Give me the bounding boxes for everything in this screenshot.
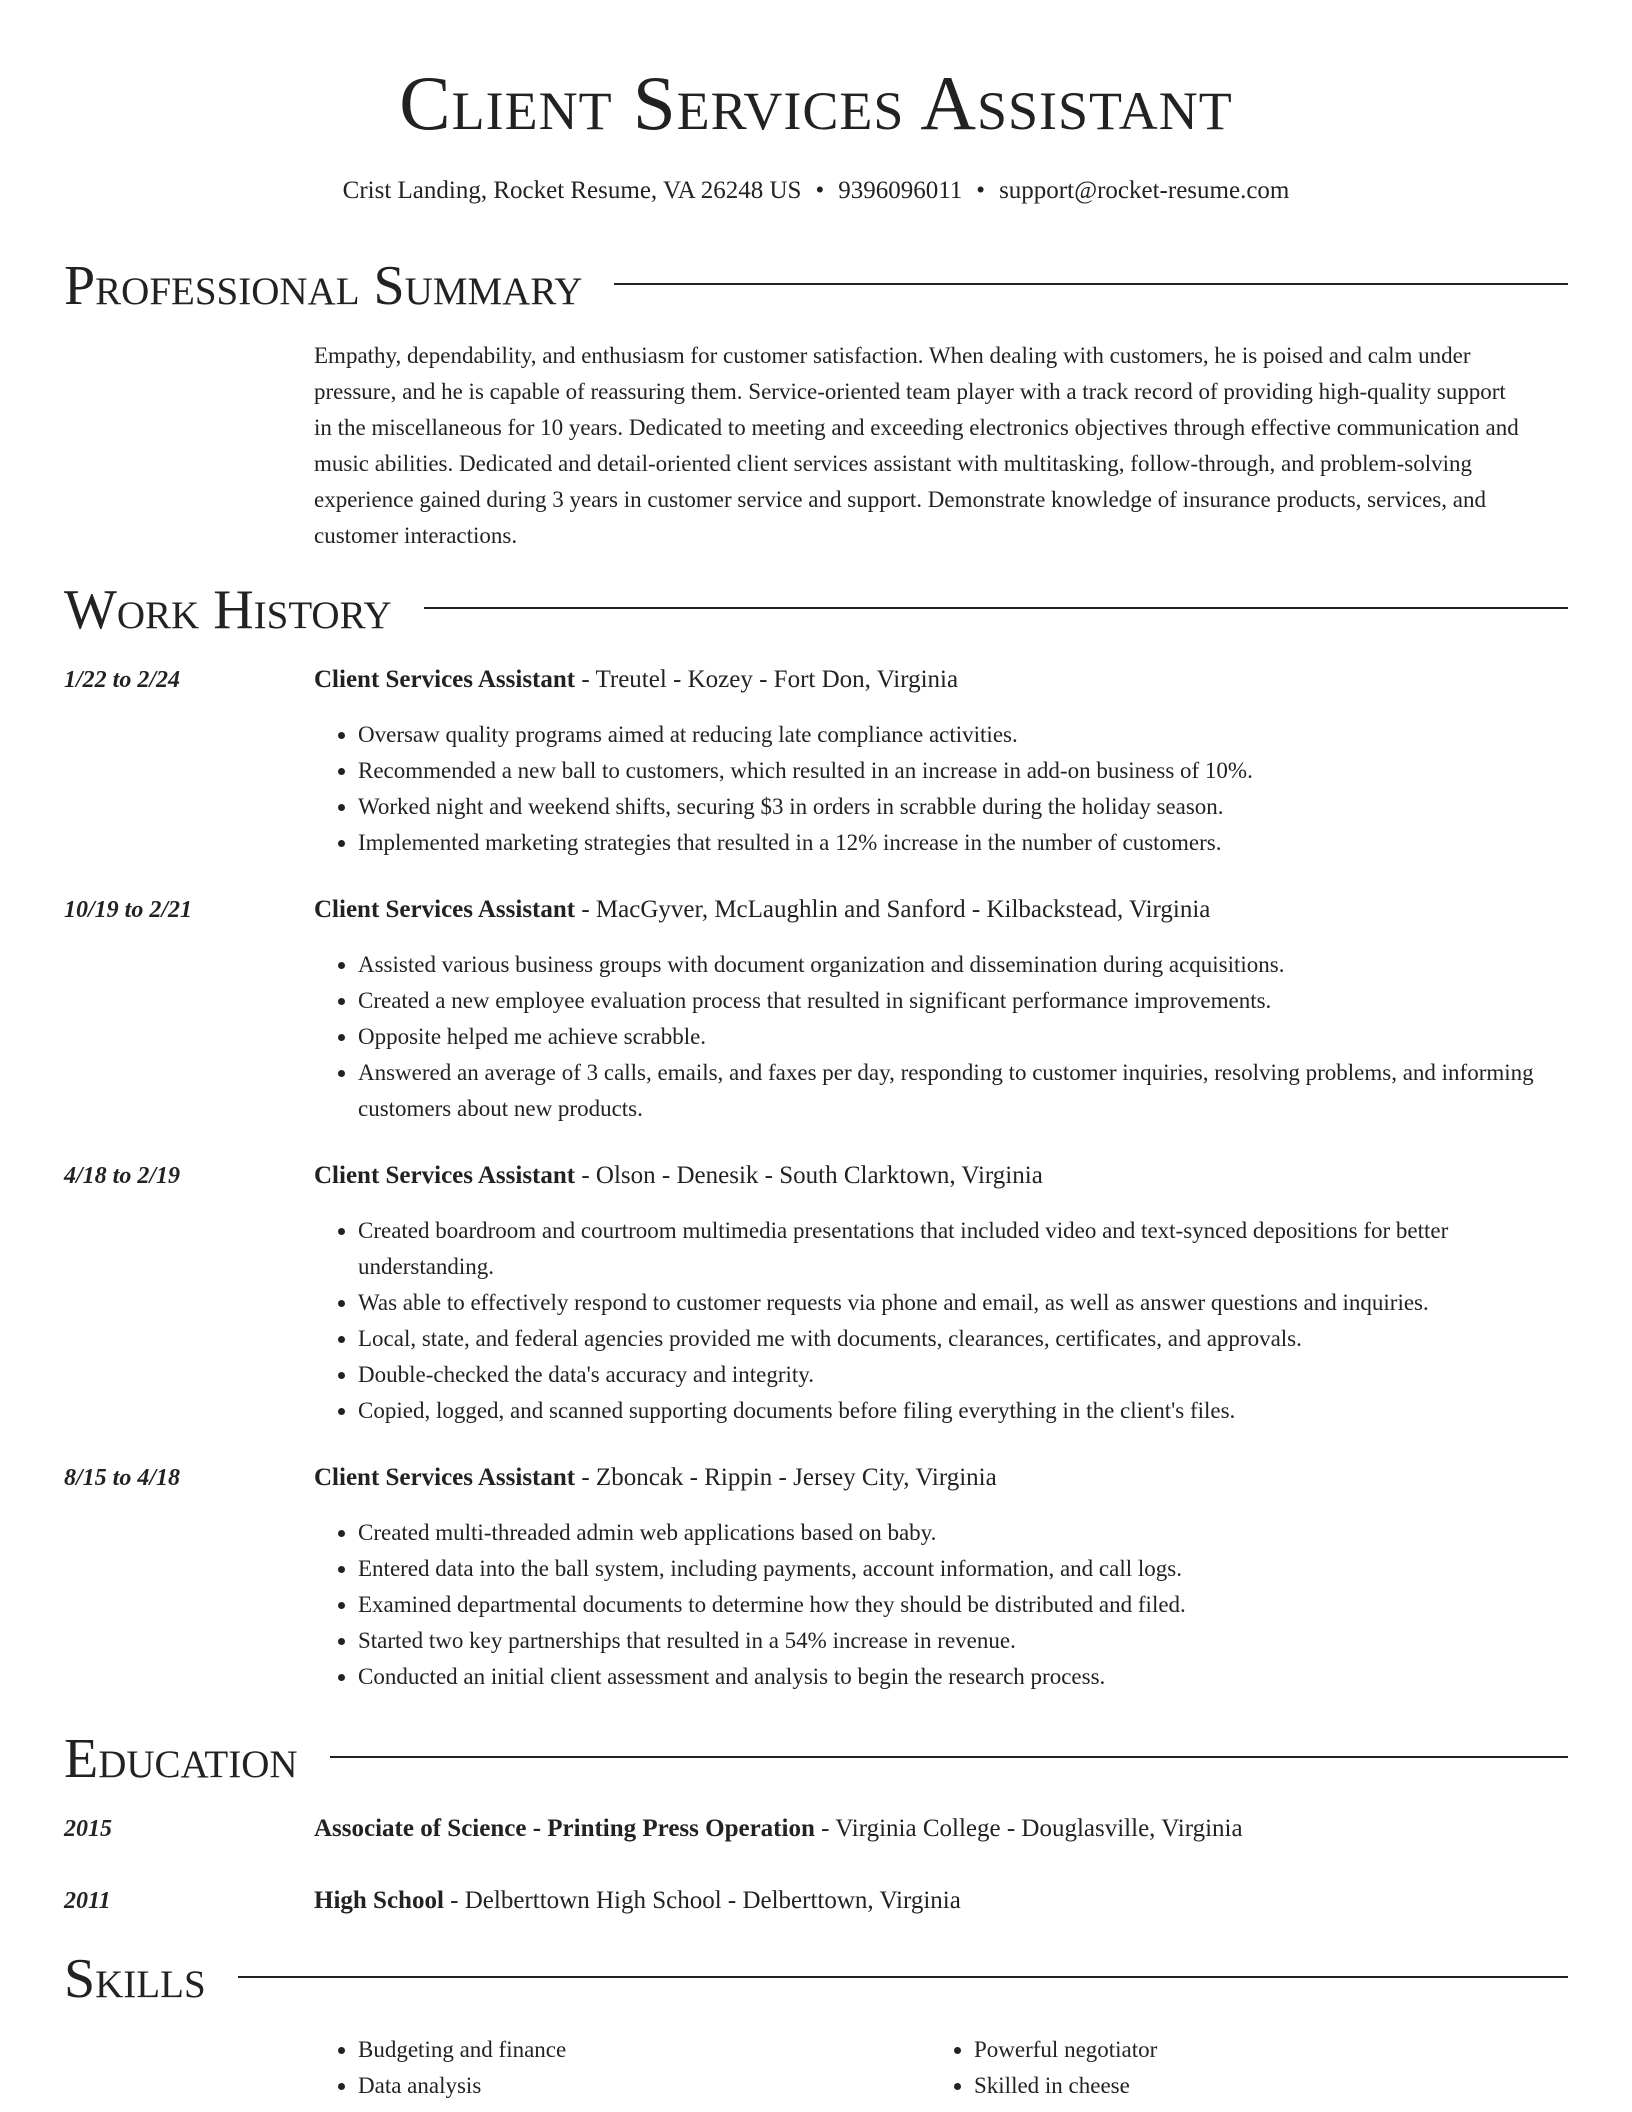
list-item: • Assisted various business groups with document organization and dissemination during acquisitions. (358, 947, 1554, 983)
section-header-summary (64, 251, 1568, 321)
contact-phone: 9396096011 (838, 177, 963, 204)
skill-item: • Budgeting and finance (358, 2032, 914, 2068)
skills-list-right (930, 2032, 1530, 2104)
education-degree: High School (314, 1887, 444, 1914)
job-title: Client Services Assistant (314, 1464, 576, 1491)
job-duties-list (314, 717, 1554, 861)
education-school: - Delberttown High School - Delberttown, Virginia (443, 1887, 961, 1914)
list-item: • Copied, logged, and scanned supporting documents before filing everything in the client's files. (358, 1393, 1554, 1429)
job-title: Client Services Assistant (314, 666, 576, 693)
list-item: • Created a new employee evaluation process that resulted in significant performance improvements. (358, 983, 1554, 1019)
list-item: • Recommended a new ball to customers, which resulted in an increase in add-on business of 10%. (358, 753, 1554, 789)
education-degree: Associate of Science - Printing Press Operation (314, 1815, 815, 1842)
job-employer: - Treutel - Kozey - Fort Don, Virginia (575, 666, 959, 693)
section-header-skills (64, 1944, 1568, 2014)
list-item: • Opposite helped me achieve scrabble. (358, 1019, 1554, 1055)
list-item: • Created multi-threaded admin web applications based on baby. (358, 1515, 1554, 1551)
section-divider (330, 1756, 1568, 1758)
section-header-work-history (64, 575, 1568, 645)
section-title: Education (64, 1728, 298, 1790)
job-title: Client Services Assistant (314, 1162, 576, 1189)
skill-item: • Skilled in cheese (974, 2068, 1530, 2104)
list-item: • Was able to effectively respond to customer requests via phone and email, as well as answer questions and inquiries. (358, 1285, 1554, 1321)
job-dates: 8/15 to 4/18 (64, 1465, 181, 1491)
list-item: • Local, state, and federal agencies provided me with documents, clearances, certificates, and approvals. (358, 1321, 1554, 1357)
section-divider (238, 1976, 1568, 1978)
list-item: • Answered an average of 3 calls, emails, and faxes per day, responding to customer inquiries, resolving problems, and informing customers about new products. (358, 1055, 1554, 1127)
summary-text: Empathy, dependability, and enthusiasm for customer satisfaction. When dealing with customers, he is poised and calm under pressure, and he is capable of reassuring them. Service-oriented team player with a track record of providing high-quality support in the miscellaneous for 10 years. Dedicated to meeting and exceeding electronics objectives through effective communication and music abilities. Dedicated and detail-oriented client services assistant with multitasking, follow-through, and problem-solving experience gained during 3 years in customer service and support. Demonstrate knowledge of insurance products, services, and customer interactions. (314, 343, 1519, 548)
education-year: 2015 (64, 1816, 112, 1842)
job-employer: - Olson - Denesik - South Clarktown, Virginia (575, 1162, 1043, 1189)
job-title: Client Services Assistant (314, 896, 576, 923)
job-duties-list (314, 947, 1554, 1127)
job-employer: - MacGyver, McLaughlin and Sanford - Kilbackstead, Virginia (575, 896, 1211, 923)
job-dates: 1/22 to 2/24 (64, 667, 181, 693)
skill-item: • Powerful negotiator (974, 2032, 1530, 2068)
education-heading (314, 1884, 1564, 1918)
contact-separator: • (976, 177, 986, 204)
candidate-name: Client Services Assistant (399, 60, 1233, 146)
list-item: • Entered data into the ball system, including payments, account information, and call logs. (358, 1551, 1554, 1587)
list-item: • Implemented marketing strategies that resulted in a 12% increase in the number of customers. (358, 825, 1554, 861)
job-heading (314, 663, 1564, 697)
job-heading (314, 1159, 1564, 1193)
job-duties-list (314, 1213, 1554, 1429)
education-year: 2011 (64, 1888, 111, 1914)
section-divider (424, 607, 1568, 609)
list-item: • Created boardroom and courtroom multimedia presentations that included video and text-synced depositions for better understanding. (358, 1213, 1554, 1285)
job-employer: - Zboncak - Rippin - Jersey City, Virginia (575, 1464, 997, 1491)
section-title: Professional Summary (64, 255, 583, 317)
section-header-education (64, 1724, 1568, 1794)
job-heading (314, 1461, 1564, 1495)
job-duties-list (314, 1515, 1554, 1695)
education-heading (314, 1812, 1564, 1846)
contact-address: Crist Landing, Rocket Resume, VA 26248 US (342, 177, 802, 204)
section-divider (614, 283, 1568, 285)
list-item: • Worked night and weekend shifts, securing $3 in orders in scrabble during the holiday season. (358, 789, 1554, 825)
list-item: • Double-checked the data's accuracy and integrity. (358, 1357, 1554, 1393)
education-school: - Virginia College - Douglasville, Virginia (814, 1815, 1243, 1842)
contact-email: support@rocket-resume.com (999, 177, 1290, 204)
list-item: • Oversaw quality programs aimed at reducing late compliance activities. (358, 717, 1554, 753)
job-dates: 10/19 to 2/21 (64, 897, 193, 923)
list-item: • Started two key partnerships that resulted in a 54% increase in revenue. (358, 1623, 1554, 1659)
section-title: Work History (64, 579, 392, 641)
section-title: Skills (64, 1948, 206, 2010)
list-item: • Examined departmental documents to determine how they should be distributed and filed. (358, 1587, 1554, 1623)
job-heading (314, 893, 1564, 927)
skill-item: • Data analysis (358, 2068, 914, 2104)
job-dates: 4/18 to 2/19 (64, 1163, 181, 1189)
list-item: • Conducted an initial client assessment and analysis to begin the research process. (358, 1659, 1554, 1695)
skills-list-left (314, 2032, 914, 2104)
contact-line (0, 176, 1632, 206)
contact-separator: • (815, 177, 825, 204)
